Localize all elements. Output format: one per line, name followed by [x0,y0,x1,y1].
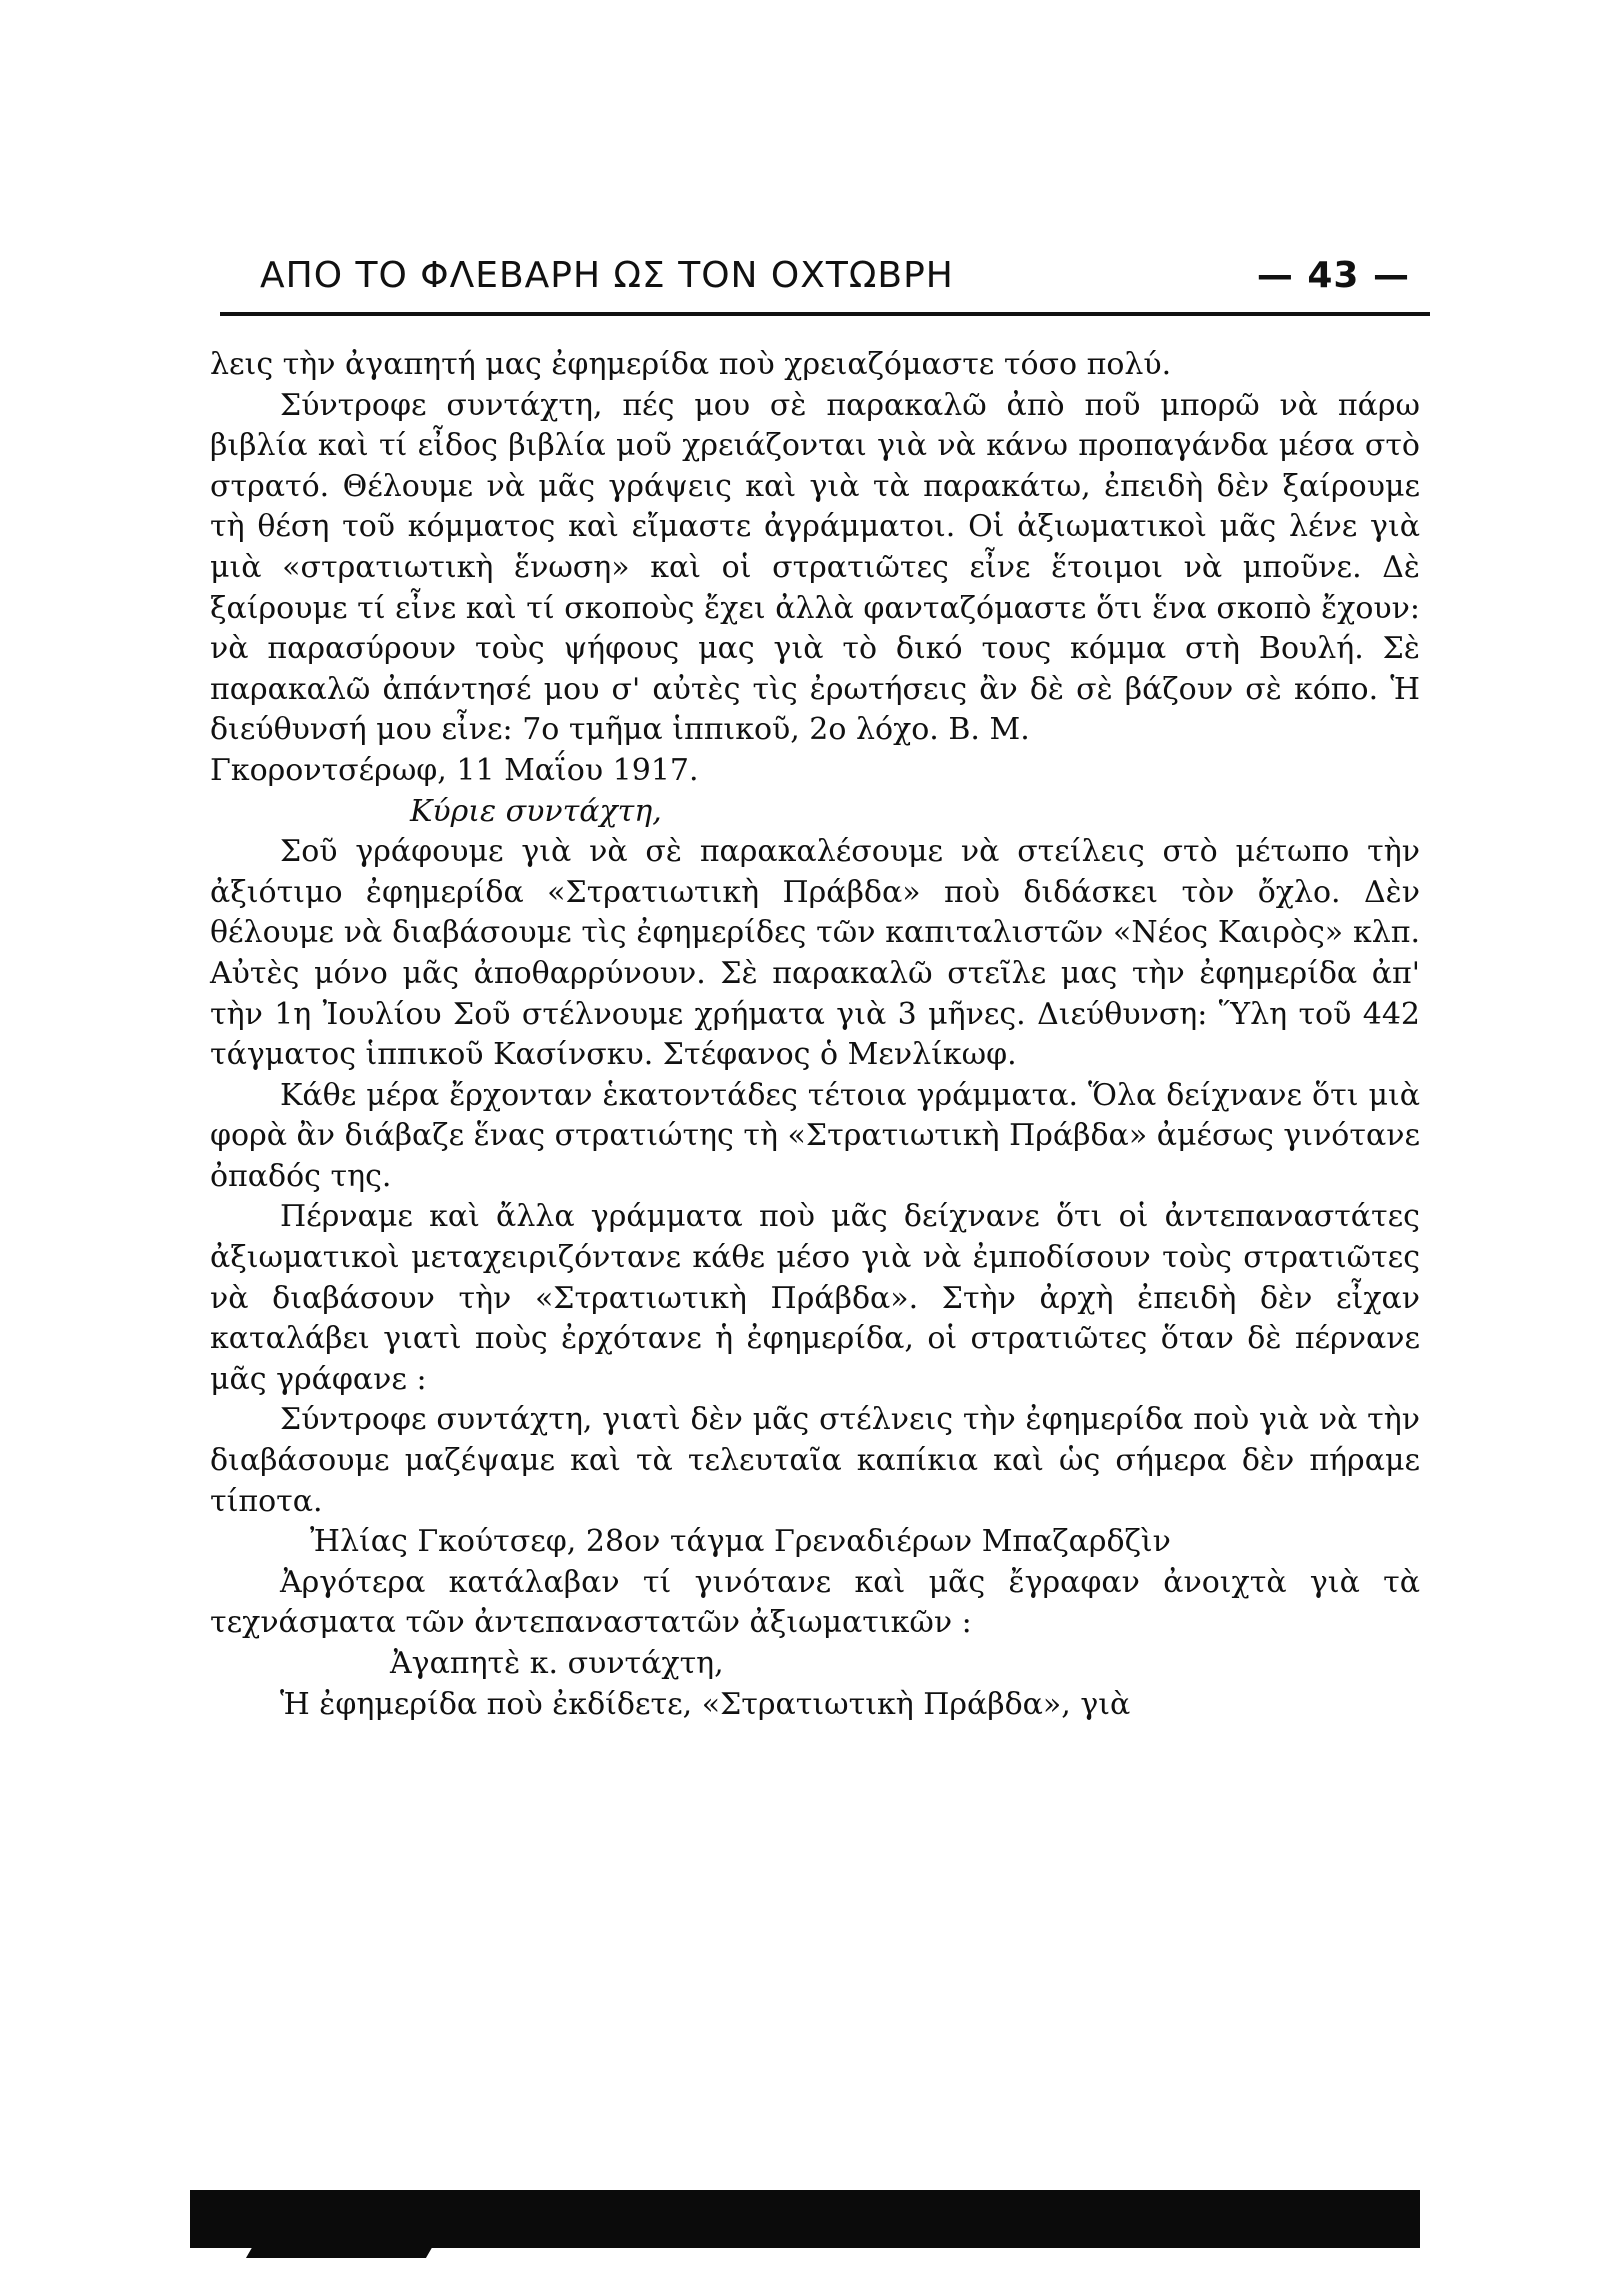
book-page [190,0,1420,2285]
letter-2-dateline: Γκοροντσέρωφ, 11 Μαΐου 1917. [210,752,699,788]
page-number: — 43 — [1256,255,1410,296]
header-rule [220,312,1430,316]
commentary-paragraph-2: Πέρναμε καὶ ἄλλα γράμματα ποὺ μᾶς δείχνανε ὅτι οἱ ἀντεπαναστάτες ἀξιωματικοὶ μεταχειριζόντανε κάθε μέσο γιὰ νὰ ἐμποδίσουν τοὺς στρατιῶτες νὰ διαβάσουν τὴν «Στρατιωτικὴ Πράβδα». Στὴν ἀρχὴ ἐπειδὴ δὲν εἶχαν καταλάβει γιατὶ ποὺς ἐρχότανε ἡ ἐφημερίδα, οἱ στρατιῶτες ὅταν δὲ πέρνανε μᾶς γράφανε : [210,1199,1420,1397]
page-header [260,255,1410,299]
scan-edge-smudge [246,2244,434,2258]
letter-1-body: Σύντροφε συντάχτη, πές μου σὲ παρακαλῶ ἀπὸ ποῦ μπορῶ νὰ πάρω βιβλία καὶ τί εἶδος βιβλία μοῦ χρειάζονται γιὰ νὰ κάνω προπαγάνδα μέσα στὸ στρατό. Θέλουμε νὰ μᾶς γράψεις καὶ γιὰ τὰ παρακάτω, ἐπειδὴ δὲν ξαίρουμε τὴ θέση τοῦ κόμματος καὶ εἴμαστε ἀγράμματοι. Οἱ ἀξιωματικοὶ μᾶς λένε γιὰ μιὰ «στρατιωτικὴ ἕνωση» καὶ οἱ στρατιῶτες εἶνε ἕτοιμοι νὰ μποῦνε. Δὲ ξαίρουμε τί εἶνε καὶ τί σκοποὺς ἔχει ἀλλὰ φανταζόμαστε ὅτι ἕνα σκοπὸ ἔχουν: νὰ παρασύρουν τοὺς ψήφους μας γιὰ τὸ δικό τους κόμμα στὴ Βουλή. Σὲ παρακαλῶ ἀπάντησέ μου σ' αὐτὲς τὶς ἐρωτήσεις ἂν δὲ σὲ βάζουν σὲ κόπο. Ἡ διεύθυνσή μου εἶνε: 7ο τμῆμα ἱππικοῦ, 2ο λόχο. Β. Μ. [210,387,1420,748]
letter-4-salutation: Ἀγαπητὲ κ. συντάχτη, [390,1646,724,1681]
letter-3-body: Σύντροφε συντάχτη, γιατὶ δὲν μᾶς στέλνεις τὴν ἐφημερίδα ποὺ γιὰ νὰ τὴν διαβάσουμε μαζέψαμε καὶ τὰ τελευταῖα καπίκια καὶ ὡς σήμερα δὲν πήραμε τίποτα. [210,1402,1420,1519]
running-title: ΑΠΟ ΤΟ ΦΛΕΒΑΡΗ ΩΣ ΤΟΝ ΟΧΤΩΒΡΗ [260,255,954,296]
commentary-paragraph-3: Ἀργότερα κατάλαβαν τί γινότανε καὶ μᾶς ἔγραφαν ἀνοιχτὰ γιὰ τὰ τεχνάσματα τῶν ἀντεπαναστατῶν ἀξιωματικῶν : [210,1564,1420,1641]
commentary-paragraph-1: Κάθε μέρα ἔρχονταν ἑκατοντάδες τέτοια γράμματα. Ὅλα δείχνανε ὅτι μιὰ φορὰ ἂν διάβαζε ἕνας στρατιώτης τὴ «Στρατιωτικὴ Πράβδα» ἀμέσως γινότανε ὀπαδός της. [210,1077,1420,1194]
letter-3-signature: Ἠλίας Γκούτσεφ, 28ον τάγμα Γρεναδιέρων Μπαζαρδζὶν [310,1524,1171,1560]
letter-2-body: Σοῦ γράφουμε γιὰ νὰ σὲ παρακαλέσουμε νὰ στείλεις στὸ μέτωπο τὴν ἀξιότιμο ἐφημερίδα «Στρατιωτικὴ Πράβδα» ποὺ διδάσκει τὸν ὄχλο. Δὲν θέλουμε νὰ διαβάσουμε τὶς ἐφημερίδες τῶν καπιταλιστῶν «Νέος Καιρὸς» κλπ. Αὐτὲς μόνο μᾶς ἀποθαρρύνουν. Σὲ παρακαλῶ στεῖλε μας τὴν ἐφημερίδα ἀπ' τὴν 1η Ἰουλίου Σοῦ στέλνουμε χρήματα γιὰ 3 μῆνες. Διεύθυνση: Ὕλη τοῦ 442 τάγματος ἱππικοῦ Κασίνσκυ. Στέφανος ὁ Μενλίκωφ. [210,834,1420,1073]
letter-4-body: Ἡ ἐφημερίδα ποὺ ἐκδίδετε, «Στρατιωτικὴ Πράβδα», γιὰ [280,1686,1131,1722]
body-text [210,345,1420,1725]
paragraph-continuation: λεις τὴν ἀγαπητή μας ἐφημερίδα ποὺ χρειαζόμαστε τόσο πολύ. [210,347,1172,382]
letter-2-salutation: Κύριε συντάχτη, [410,793,662,829]
scan-edge-band [190,2190,1420,2248]
